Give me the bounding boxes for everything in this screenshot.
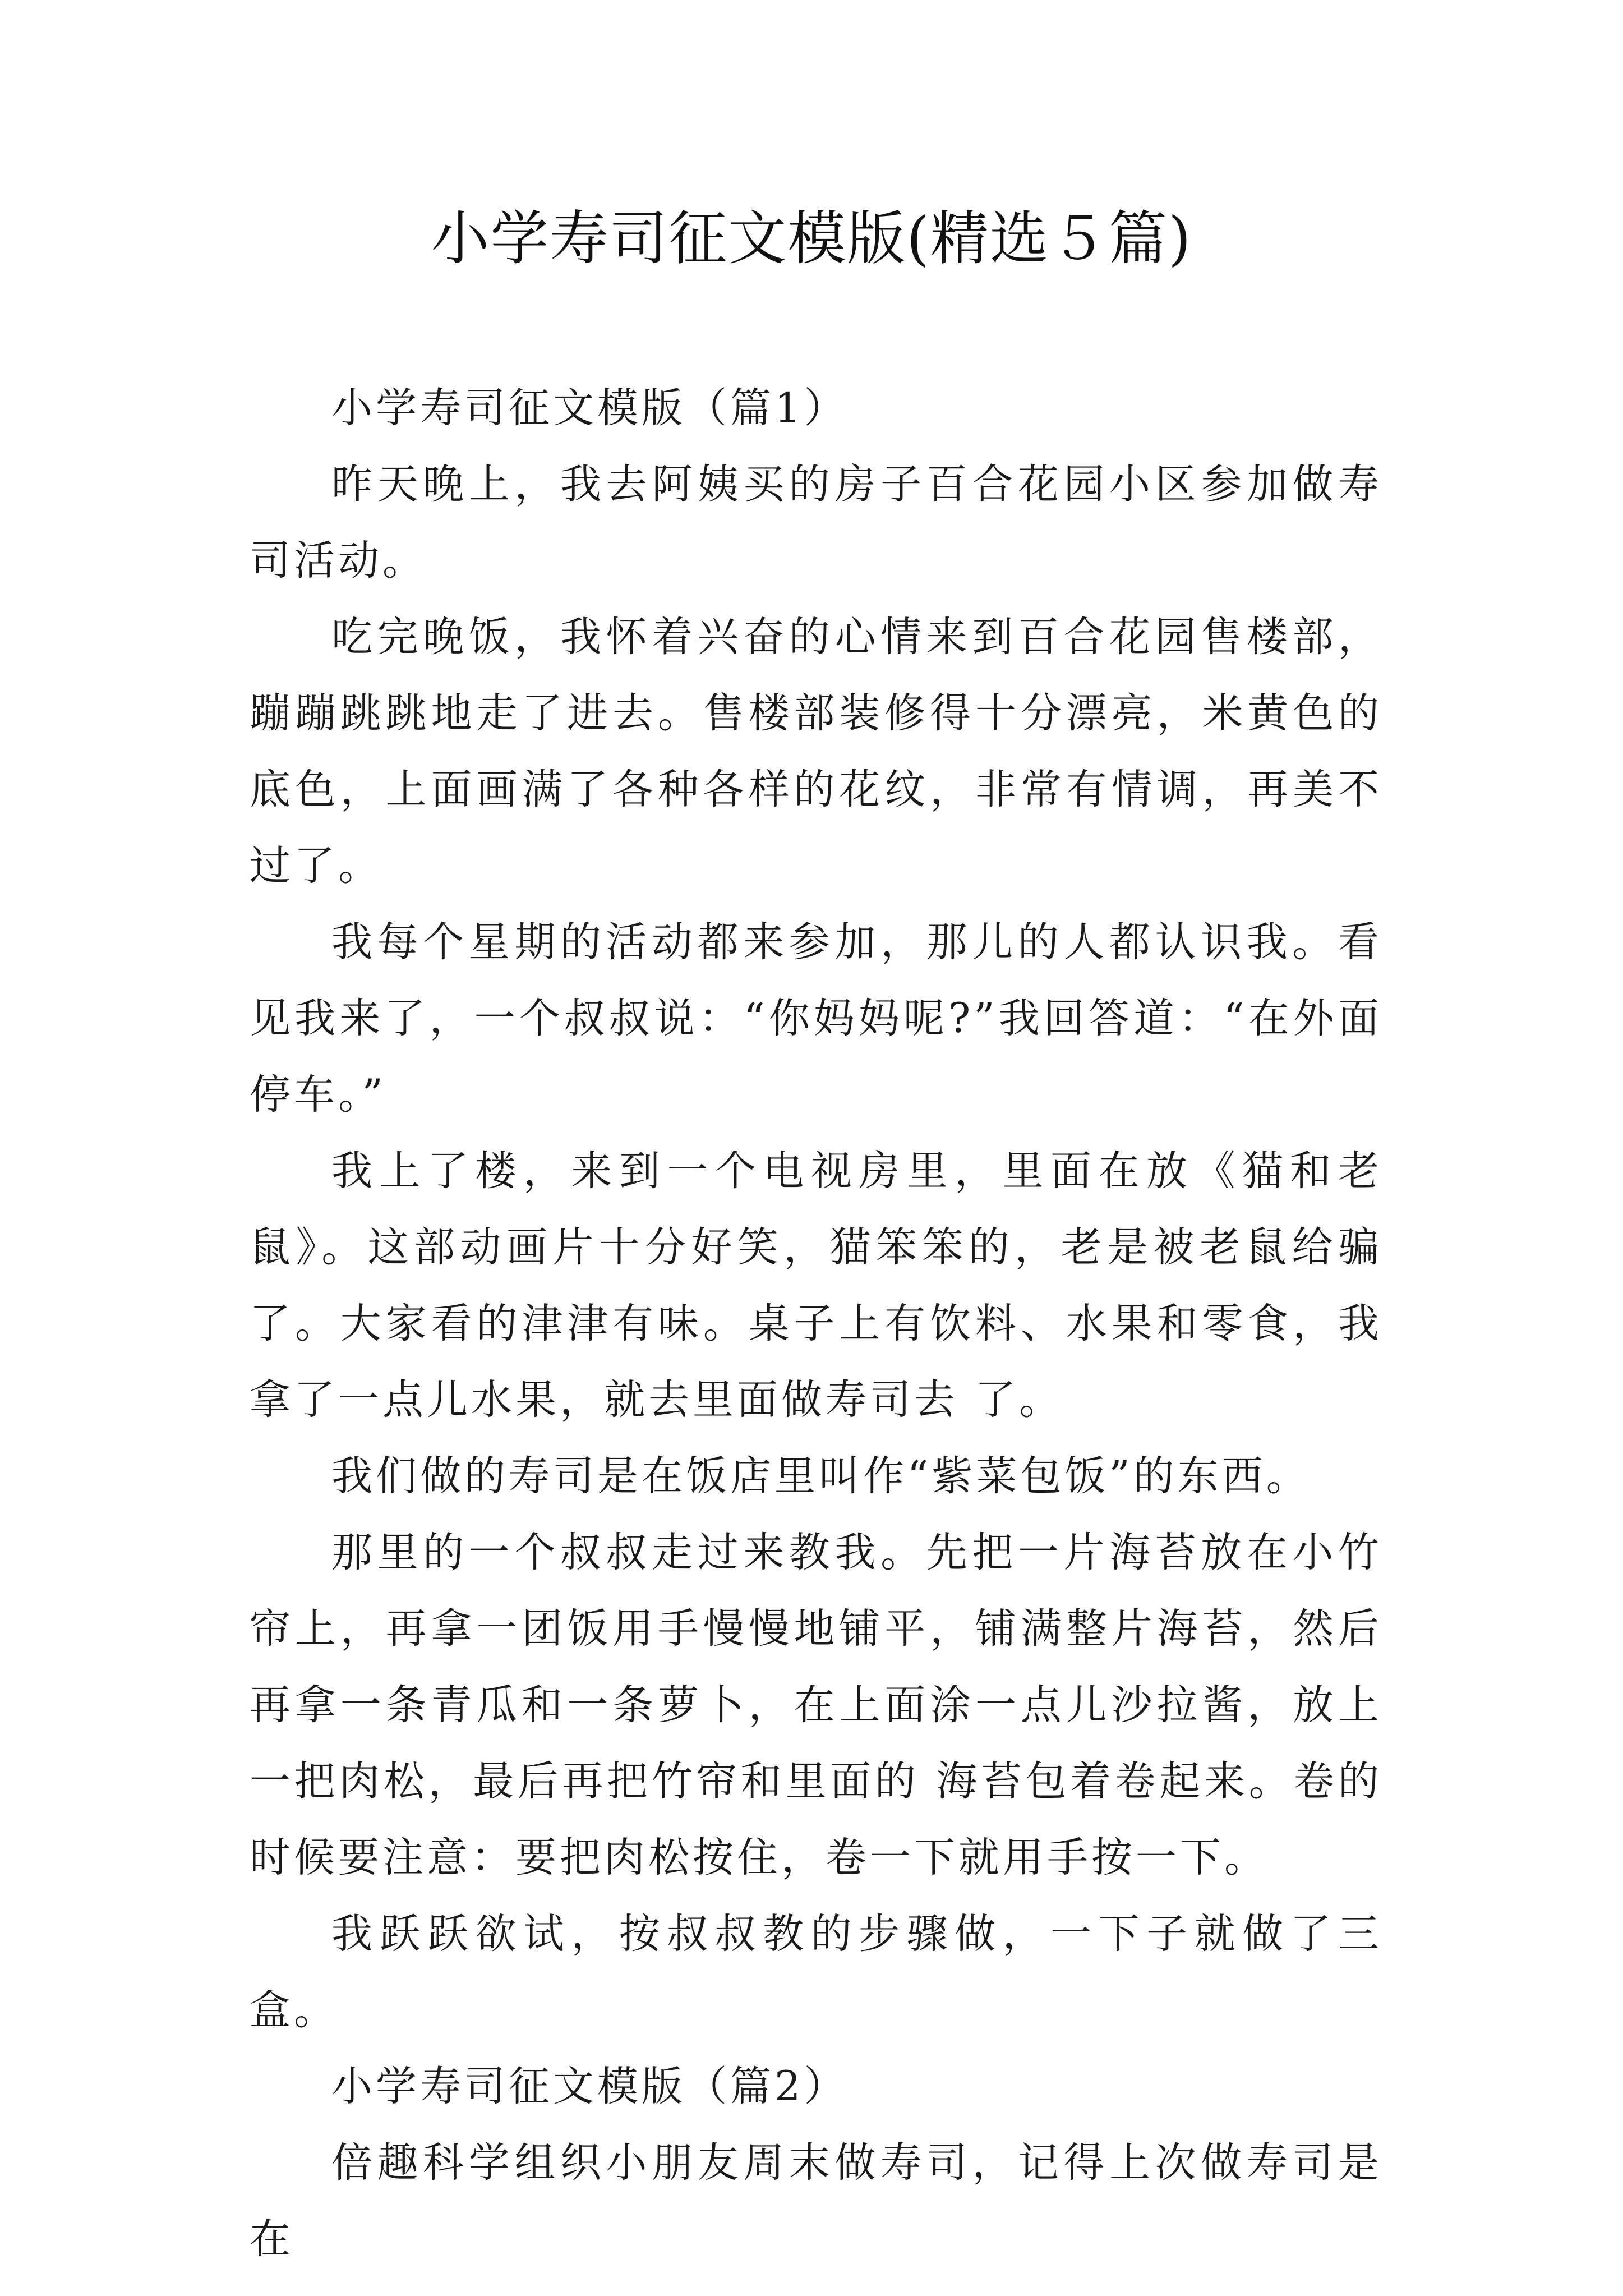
section-heading-1: 小学寿司征文模版（篇1） — [331, 384, 849, 432]
document-body — [250, 370, 1382, 2277]
paragraph: 倍趣科学组织小朋友周末做寿司，记得上次做寿司是在 — [250, 2139, 1382, 2263]
section-heading-2: 小学寿司征文模版（篇2） — [331, 2063, 849, 2110]
paragraph: 我们做的寿司是在饭店里叫作“紫菜包饭”的东西。 — [331, 1452, 1311, 1500]
paragraph: 昨天晚上，我去阿姨买的房子百合花园小区参加做寿司活动。 — [250, 461, 1382, 585]
paragraph: 那里的一个叔叔走过来教我。先把一片海苔放在小竹帘上，再拿一团饭用手慢慢地铺平，铺满整片海苔，然后再拿一条青瓜和一条萝卜，在上面涂一点儿沙拉酱，放上一把肉松，最后再把竹帘和里面的 海苔包着卷起来。卷的时候要注意：要把肉松按住，卷一下就用手按一下。 — [250, 1529, 1382, 1881]
paragraph: 我每个星期的活动都来参加，那儿的人都认识我。看见我来了，一个叔叔说：“你妈妈呢?”我回答道：“在外面停车。” — [250, 918, 1382, 1119]
paragraph: 我跃跃欲试，按叔叔教的步骤做，一下子就做了三盒。 — [250, 1910, 1382, 2034]
paragraph: 我上了楼，来到一个电视房里，里面在放《猫和老鼠》。这部动画片十分好笑，猫笨笨的，老是被老鼠给骗了。大家看的津津有味。桌子上有饮料、水果和零食，我拿了一点儿水果，就去里面做寿司去 了。 — [250, 1147, 1382, 1424]
document-title: 小学寿司征文模版(精选５篇) — [431, 204, 1192, 273]
paragraph: 吃完晚饭，我怀着兴奋的心情来到百合花园售楼部，蹦蹦跳跳地走了进去。售楼部装修得十分漂亮，米黄色的底色，上面画满了各种各样的花纹，非常有情调，再美不过了。 — [250, 613, 1382, 890]
